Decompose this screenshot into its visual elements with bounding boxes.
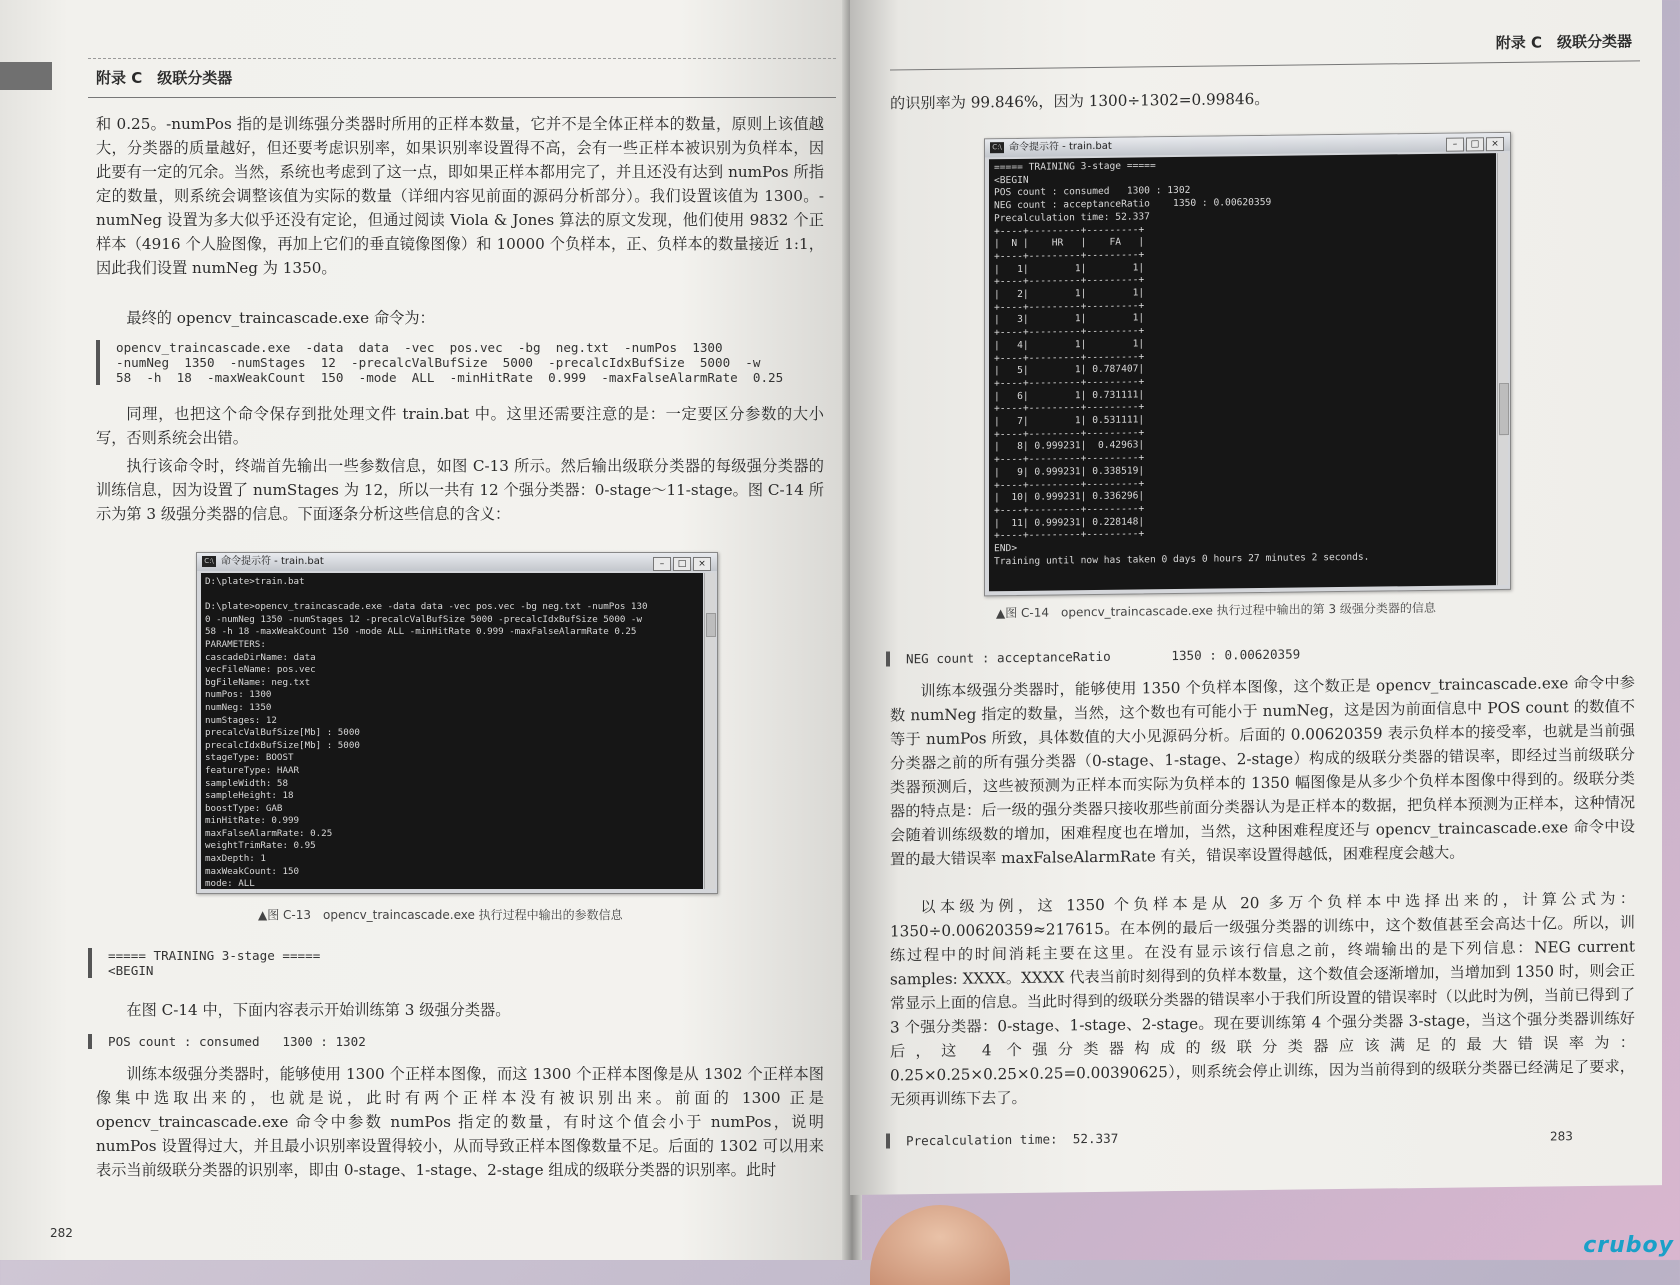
terminal1-line: mode: ALL [205, 878, 255, 889]
figure-c14-caption: ▲图 C-14 opencv_traincascade.exe 执行过程中输出的第 3 级强分类器的信息 [996, 600, 1436, 621]
right-running-header [890, 22, 1640, 70]
command-code-block: opencv_traincascade.exe -data data -vec pos.vec -bg neg.txt -numPos 1300 -numNeg 1350 -numStages 12 -precalcValBufSize 5000 -precalcIdxBufSize 5000 -w 58 -h 18 -maxWeakCount 150 -mode ALL -minHitRate 0.999 -maxFalseAlarmRate 0.25 [96, 340, 826, 385]
left-paragraph-2: 最终的 opencv_traincascade.exe 命令为： [126, 309, 435, 327]
terminal2-line: NEG count : acceptanceRatio 1350 : 0.00620359 [994, 196, 1272, 212]
terminal-title-2: 命令提示符 - train.bat [1009, 140, 1112, 154]
terminal2-line: Precalculation time: 52.337 [994, 211, 1150, 225]
pos-count-code: POS count : consumed 1300 : 1302 [88, 1034, 508, 1049]
terminal-output-2 [989, 153, 1496, 591]
terminal2-line: | 4| 1| 1| [994, 338, 1145, 352]
terminal2-line: | 8| 0.999231| 0.42963| [994, 439, 1145, 453]
terminal1-line: maxFalseAlarmRate: 0.25 [205, 827, 333, 839]
terminal1-line: PARAMETERS: [205, 638, 266, 650]
terminal1-line: precalcIdxBufSize[Mb] : 5000 [205, 739, 360, 751]
terminal2-line: | 11| 0.999231| 0.228148| [994, 516, 1145, 529]
terminal2-line: | 6| 1| 0.731111| [994, 389, 1145, 402]
terminal1-line: sampleWidth: 58 [205, 777, 288, 789]
terminal2-line: | 3| 1| 1| [994, 312, 1145, 326]
right-paragraph-1: 的识别率为 99.846%，因为 1300÷1302=0.99846。 [890, 89, 1270, 113]
right-header-text: 附录 C 级联分类器 [1495, 32, 1632, 53]
terminal1-line: boostType: GAB [205, 802, 283, 814]
cmd-icon: C:\ [202, 556, 216, 567]
training-stage-code: ===== TRAINING 3-stage ===== <BEGIN [88, 948, 508, 978]
cmd-icon: C:\ [990, 142, 1004, 153]
terminal2-line: | 7| 1| 0.531111| [994, 414, 1145, 428]
terminal1-line: featureType: HAAR [205, 764, 300, 776]
terminal2-line: +----+---------+---------+ [994, 325, 1145, 339]
terminal2-line: +----+---------+---------+ [994, 376, 1145, 390]
chapter-tab-marker [0, 62, 52, 90]
terminal2-line: Training until now has taken 0 days 0 hours 27 minutes 2 seconds. [994, 551, 1370, 568]
left-header-text: 附录 C 级联分类器 [96, 69, 233, 87]
terminal2-line: END> [994, 543, 1018, 555]
terminal2-line: <BEGIN [994, 174, 1029, 186]
terminal2-line: +----+---------+---------+ [994, 223, 1145, 237]
terminal1-line: sampleHeight: 18 [205, 790, 294, 802]
terminal-titlebar [197, 553, 717, 571]
figure-c13-caption: ▲图 C-13 opencv_traincascade.exe 执行过程中输出的参数信息 [258, 908, 623, 922]
terminal-title: 命令提示符 - train.bat [221, 556, 324, 567]
terminal2-line: | 2| 1| 1| [994, 287, 1145, 301]
terminal1-line [205, 589, 699, 602]
terminal1-line: 0 -numNeg 1350 -numStages 12 -precalcValBufSize 5000 -precalcIdxBufSize 5000 -w [205, 613, 642, 625]
terminal1-line: numNeg: 1350 [205, 701, 272, 713]
terminal2-line: | 9| 0.999231| 0.338519| [994, 465, 1145, 479]
terminal2-line: ===== TRAINING 3-stage ===== [994, 160, 1156, 174]
terminal2-line: +----+---------+---------+ [994, 427, 1145, 441]
terminal1-line: numStages: 12 [205, 714, 277, 726]
terminal2-line: +----+---------+---------+ [994, 274, 1145, 288]
left-paragraph-3: 同理，也把这个命令保存到批处理文件 train.bat 中。这里还需要注意的是：一定要区分参数的大小写，否则系统会出错。 [96, 405, 824, 447]
right-paragraph-3: 以本级为例，这 1350 个负样本是从 20 多万个负样本中选择出来的，计算公式为：1350÷0.00620359≈217615。在本例的最后一级强分类器的训练中，这个数值甚至会高达十亿。所以，训练过程中的时间消耗主要在这里。在没有显示该行信息之前，终端输出的是下列信息：NEG current samples: XXXX。XXXX 代表当前时刻得到的负样本数量，这个数值会逐渐增加，当增加到 1350 时，则会正常显示上面的信息。当此时得到的级联分类器的错误率小于我们所设置的错误率时（以此时为例，当前已得到了 3 个强分类器：0-stage、1-stage、2-stage。现在要训练第 4 个强分类器 3-stage，当这个强分类器训练好后，这 4 个强分类器构成的级联分类器应该满足的最大错误率为：0.25×0.25×0.25×0.25=0.00390625），则系统会停止训练，因为当前得到的级联分类器已经满足了要求，无须再训练下去了。 [890, 889, 1635, 1109]
watermark-text: cruboy [1583, 1233, 1674, 1258]
page-number-left: 282 [50, 1226, 73, 1240]
terminal2-line: +----+---------+---------+ [994, 528, 1145, 542]
left-running-header [88, 58, 836, 98]
close-icon[interactable]: × [1486, 137, 1504, 151]
page-number-right: 283 [1550, 1129, 1573, 1144]
terminal-output [201, 573, 703, 889]
terminal2-line: +----+---------+---------+ [994, 477, 1145, 491]
terminal-window-c14 [984, 132, 1511, 596]
terminal1-line: stageType: BOOST [205, 752, 294, 764]
terminal1-line: vecFileName: pos.vec [205, 664, 316, 676]
terminal1-line: maxDepth: 1 [205, 853, 266, 865]
left-paragraph-1: 和 0.25。-numPos 指的是训练强分类器时所用的正样本数量，它并不是全体正样本的数量，原则上该值越大，分类器的质量越好，但还要考虑识别率，如果识别率设置得不高，会有一些正样本被识别为负样本，因此要有一定的冗余。当然，系统也考虑到了这一点，即如果正样本都用完了，并且还没有达到 numPos 所指定的数量，则系统会调整该值为实际的数量（详细内容见前面的源码分析部分）。我们设置该值为 1300。-numNeg 设置为多大似乎还没有定论，但通过阅读 Viola & Jones 算法的原文发现，他们使用 9832 个正样本（4916 个人脸图像，再加上它们的垂直镜像图像）和 10000 个负样本，正、负样本的数量接近 1:1，因此我们设置 numNeg 为 1350。 [96, 115, 824, 277]
terminal2-line: | 5| 1| 0.787407| [994, 363, 1145, 377]
terminal1-line: cascadeDirName: data [205, 651, 316, 663]
precalc-time-code: Precalculation time: 52.337 [886, 1127, 1406, 1148]
terminal-window-c13 [196, 552, 718, 894]
terminal2-line: +----+---------+---------+ [994, 249, 1145, 263]
terminal2-line: | 1| 1| 1| [994, 262, 1145, 275]
left-paragraph-5: 在图 C-14 中，下面内容表示开始训练第 3 级强分类器。 [126, 1001, 511, 1019]
left-paragraph-6: 训练本级强分类器时，能够使用 1300 个正样本图像，而这 1300 个正样本图像是从 1302 个正样本图像集中选取出来的，也就是说，此时有两个正样本没有被识别出来。前面的 1300 正是 opencv_traincascade.exe 命令中参数 numPos 指定的数量，有时这个值会小于 numPos，说明 numPos 设置得过大，并且最小识别率设置得较小，从而导致正样本图像数量不足。后面的 1302 可以用来表示当前级联分类器的识别率，即由 0-stage、1-stage、2-stage 组成的级联分类器的识别率。此时 [96, 1065, 824, 1179]
right-paragraph-2: 训练本级强分类器时，能够使用 1350 个负样本图像，这个数正是 opencv_traincascade.exe 命令中参数 numNeg 指定的数量，当然，这个数也有可能小于 numNeg，这是因为前面信息中 POS count 的数值不等于 numPos 所致，具体数值的大小见源码分析。后面的 0.00620359 表示负样本的接受率，也就是当前强分类器之前的所有强分类器（0-stage、1-stage、2-stage）构成的级联分类器的错误率，即经过当前级联分类器预测后，这些被预测为正样本而实际为负样本的 1350 幅图像是从多少个负样本图像中得到的。级联分类器的特点是：后一级的强分类器只接收那些前面分类器认为是正样本的数据，把负样本预测为正样本，这种情况会随着训练级数的增加，困难程度也在增加，当然，这种困难程度还与 opencv_traincascade.exe 命令中设置的最大错误率 maxFalseAlarmRate 有关，错误率设置得越低，困难程度会越大。 [890, 673, 1635, 869]
terminal1-line: minHitRate: 0.999 [205, 815, 300, 827]
terminal2-line: POS count : consumed 1300 : 1302 [994, 185, 1191, 199]
terminal2-line: | N | HR | FA | [994, 236, 1145, 250]
terminal1-line: precalcValBufSize[Mb] : 5000 [205, 727, 360, 739]
left-page [0, 0, 850, 1260]
terminal2-line: +----+---------+---------+ [994, 350, 1145, 364]
terminal1-line: maxWeakCount: 150 [205, 865, 300, 877]
terminal1-line: numPos: 1300 [205, 689, 272, 701]
terminal2-line: +----+---------+---------+ [994, 300, 1145, 313]
terminal1-line: D:\plate>opencv_traincascade.exe -data data -vec pos.vec -bg neg.txt -numPos 130 [205, 601, 648, 613]
left-paragraph-4: 执行该命令时，终端首先输出一些参数信息，如图 C-13 所示。然后输出级联分类器的每级强分类器的训练信息，因为设置了 numStages 为 12，所以一共有 12 个强分类器：0-stage～11-stage。图 C-14 所示为第 3 级强分类器的信息。下面逐条分析这些信息的含义： [96, 457, 824, 523]
terminal-scrollbar-2[interactable] [1497, 153, 1508, 585]
terminal1-line: D:\plate>train.bat [205, 576, 305, 587]
terminal1-line: 58 -h 18 -maxWeakCount 150 -mode ALL -minHitRate 0.999 -maxFalseAlarmRate 0.25 [205, 626, 637, 638]
maximize-icon[interactable]: □ [1466, 137, 1484, 151]
terminal2-line: | 10| 0.999231| 0.336296| [994, 490, 1145, 504]
terminal1-line: bgFileName: neg.txt [205, 676, 311, 688]
close-icon[interactable]: × [693, 557, 711, 571]
terminal2-line: +----+---------+---------+ [994, 401, 1145, 415]
minimize-icon[interactable]: – [1446, 137, 1464, 151]
terminal-scrollbar[interactable] [704, 573, 715, 889]
minimize-icon[interactable]: – [653, 557, 671, 571]
terminal1-line: weightTrimRate: 0.95 [205, 840, 316, 852]
right-page [850, 0, 1662, 1195]
terminal2-line: +----+---------+---------+ [994, 503, 1145, 517]
maximize-icon[interactable]: □ [673, 557, 691, 571]
finger-photo-element [870, 1205, 1010, 1285]
neg-count-code: NEG count : acceptanceRatio 1350 : 0.00620359 [886, 644, 1506, 667]
terminal2-line: +----+---------+---------+ [994, 452, 1145, 466]
